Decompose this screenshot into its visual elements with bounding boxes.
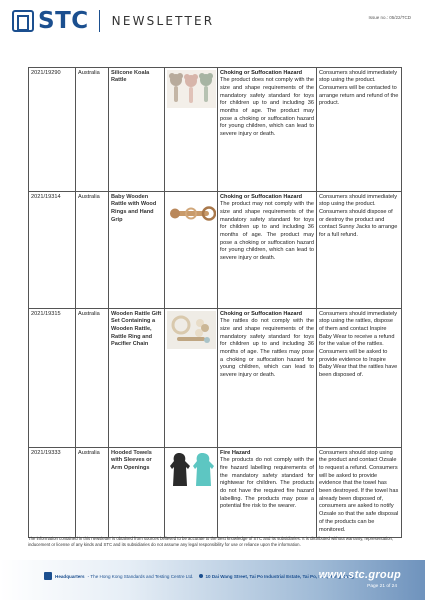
product-cell: Hooded Towels with Sleeves or Arm Openings xyxy=(109,448,165,538)
hazard-text: The products do not comply with the fire hazard labelling requirements of the mandatory safety standard for nightwear for children. The products do not have the required fire hazard labelling. The products may pose a potential fire risk to the wearer. xyxy=(220,457,314,510)
hq-label: Headquarters xyxy=(55,573,85,579)
country-cell: Australia xyxy=(76,68,109,192)
ref-cell: 2021/19333 xyxy=(29,448,76,538)
table-row xyxy=(29,309,402,448)
recall-table xyxy=(28,67,401,538)
remedy-cell: Consumers should stop using the product and contact Ozsale to request a refund. Consumers will be asked to provide evidence that the towel has been destroyed. If the towel has already been disposed of, consumers are asked to notify Ozsale so that the safe disposal of the products can be monitored. xyxy=(317,448,402,538)
product-cell: Silicone Koala Rattle xyxy=(109,68,165,192)
disclaimer-text: The information contained in this newsletter is obtained from sources believed to be accurate to the best knowledge of STC and its subsidiaries. It is distributed without warranty, representation, inducement or license of any kinds and STC and its subsidiaries do not assume any legal responsibility for use or reliance upon the information. xyxy=(28,536,394,547)
product-image-cell xyxy=(165,309,218,448)
country-cell: Australia xyxy=(76,192,109,309)
ref-cell: 2021/19290 xyxy=(29,68,76,192)
hazard-cell xyxy=(218,309,317,448)
remedy-cell: Consumers should immediately stop using the rattles, dispose of them and contact Inspire Baby Wear to receive a refund for the value of the rattles. Consumers will be asked to provide evidence to Inspire Baby Wear that the rattles have been disposed of. xyxy=(317,309,402,448)
logo-text: STC xyxy=(38,8,89,34)
hazard-title: Fire Hazard xyxy=(220,449,251,456)
stc-logo xyxy=(12,8,214,34)
hazard-cell xyxy=(218,192,317,309)
hazard-text: The product may not comply with the size and shape requirements of the mandatory safety standard for toys for children up to and including 36 months of age. The product may pose a choking or suffocation hazard for young children, which can lead to severe injury or death. xyxy=(220,201,314,262)
product-image-cell xyxy=(165,192,218,309)
hazard-cell xyxy=(218,68,317,192)
newsletter-header xyxy=(0,0,425,44)
hazard-text: The product does not comply with the size and shape requirements of the mandatory safety standard for toys for children up to and including 36 months of age. The product may pose a choking or suffocation hazard for young children, which can lead to severe injury or death. xyxy=(220,77,314,138)
headquarters-info xyxy=(44,572,357,580)
rattle-gift-set-image xyxy=(167,311,216,349)
logo-divider xyxy=(99,10,100,32)
remedy-cell: Consumers should immediately stop using the product. Consumers should dispose of or destroy the product and contact Sunny Jacks to arrange for a full refund. xyxy=(317,192,402,309)
ref-cell: 2021/19315 xyxy=(29,309,76,448)
table-row xyxy=(29,192,402,309)
hq-address: 10 Dai Wang Street, Tai Po Industrial Estate, Tai Po, N.T., Hong Kong xyxy=(205,573,354,579)
hooded-towels-image xyxy=(167,450,216,488)
koala-rattle-image xyxy=(167,70,216,108)
hq-name: - The Hong Kong Standards and Testing Centre Ltd. xyxy=(87,573,194,579)
website-link[interactable]: www.stc.group xyxy=(318,569,401,581)
ref-cell: 2021/19314 xyxy=(29,192,76,309)
remedy-cell: Consumers should immediately stop using the product. Consumers will be contacted to arrange return and refund of the product. xyxy=(317,68,402,192)
newsletter-title: NEWSLETTER xyxy=(111,14,215,28)
issue-number: Issue no.: 05/22/TCD xyxy=(368,15,411,20)
country-cell: Australia xyxy=(76,309,109,448)
product-cell: Baby Wooden Rattle with Wood Rings and Hand Grip xyxy=(109,192,165,309)
page-number: Page 21 of 24 xyxy=(367,584,397,589)
hazard-text: The rattles do not comply with the size and shape requirements of the mandatory safety standard for toys for children up to and including 36 months of age. The rattles may pose a choking or suffocation hazard for young children, which can lead to severe injury or death. xyxy=(220,318,314,379)
hazard-title: Choking or Suffocation Hazard xyxy=(220,69,303,76)
product-image-cell xyxy=(165,448,218,538)
product-image-cell xyxy=(165,68,218,192)
hazard-cell xyxy=(218,448,317,538)
country-cell: Australia xyxy=(76,448,109,538)
stc-building-icon xyxy=(44,572,52,580)
location-pin-icon xyxy=(199,574,203,578)
table-row xyxy=(29,448,402,538)
hazard-title: Choking or Suffocation Hazard xyxy=(220,310,303,317)
table-row xyxy=(29,68,402,192)
stc-logo-icon xyxy=(12,10,34,32)
product-cell: Wooden Rattle Gift Set Containing a Wooden Rattle, Rattle Ring and Pacifier Chain xyxy=(109,309,165,448)
wooden-rattle-image xyxy=(167,194,216,232)
hazard-title: Choking or Suffocation Hazard xyxy=(220,193,303,200)
